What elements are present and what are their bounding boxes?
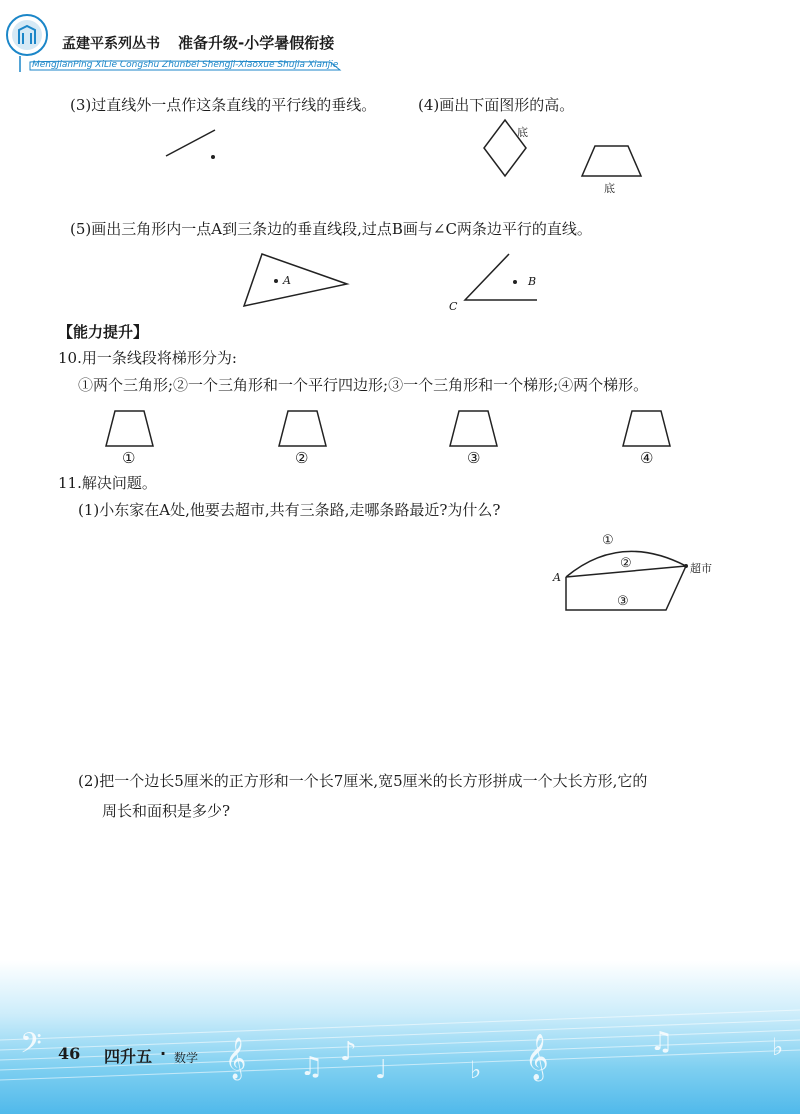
footer-subject: 数学 <box>174 1051 199 1065</box>
music-note-icon: ♫ <box>300 1052 324 1082</box>
q4-trapezoid-base-label: 底 <box>604 182 615 195</box>
flat-icon: ♭ <box>470 1056 482 1084</box>
music-note-icon-4: ♫ <box>650 1027 674 1057</box>
map-route-label-3: ③ <box>617 594 629 609</box>
q5-text: (5)画出三角形内一点A到三条边的垂直线段,过点B画与∠C两条边平行的直线。 <box>70 220 592 238</box>
treble-clef-icon: 𝄞 <box>225 1038 247 1079</box>
q5-label-A: A <box>283 274 291 287</box>
footer-grade: 四升五 <box>104 1047 153 1066</box>
q10-label-2: ② <box>295 449 309 467</box>
q11-title: 11.解决问题。 <box>58 474 157 492</box>
q5-label-B: B <box>528 275 537 288</box>
map-route-label-1: ① <box>602 533 614 548</box>
q10-options: ①两个三角形;②一个三角形和一个平行四边形;③一个三角形和一个梯形;④两个梯形。 <box>78 376 649 394</box>
q11-part2-line2: 周长和面积是多少? <box>102 802 231 820</box>
treble-clef-icon-2: 𝄞 <box>525 1034 549 1080</box>
music-note-icon-3: ♩ <box>375 1055 388 1085</box>
book-subtitle: 准备升级-小学暑假衔接 <box>178 34 335 52</box>
q10-label-4: ④ <box>640 449 654 467</box>
pinyin-subtitle: MengJianPing XiLie Congshu Zhunbei Shengji-Xiaoxue Shujia Xianjie <box>32 60 339 70</box>
q4-text: (4)画出下面图形的高。 <box>418 96 575 114</box>
q10-label-3: ③ <box>467 449 481 467</box>
section-title: 【能力提升】 <box>58 323 149 341</box>
bass-clef-icon: 𝄢 <box>20 1027 42 1067</box>
page-number: 46 <box>58 1044 81 1063</box>
music-note-icon-2: ♪ <box>340 1037 357 1067</box>
q4-rhombus-base-label: 底 <box>517 126 528 139</box>
footer-dot: · <box>160 1044 167 1063</box>
map-label-A: A <box>553 571 561 584</box>
q10-title: 10.用一条线段将梯形分为: <box>58 349 237 367</box>
q10-label-1: ① <box>122 449 136 467</box>
map-label-supermarket: 超市 <box>690 562 712 575</box>
q5-label-C: C <box>449 300 458 313</box>
flat-icon-2: ♭ <box>772 1033 784 1061</box>
q11-part1: (1)小东家在A处,他要去超市,共有三条路,走哪条路最近?为什么? <box>78 501 501 519</box>
series-title: 孟建平系列丛书 <box>62 36 160 52</box>
map-route-label-2: ② <box>620 556 632 571</box>
q3-text: (3)过直线外一点作这条直线的平行线的垂线。 <box>70 96 377 114</box>
q11-part2-line1: (2)把一个边长5厘米的正方形和一个长7厘米,宽5厘米的长方形拼成一个大长方形,它的 <box>78 772 648 790</box>
